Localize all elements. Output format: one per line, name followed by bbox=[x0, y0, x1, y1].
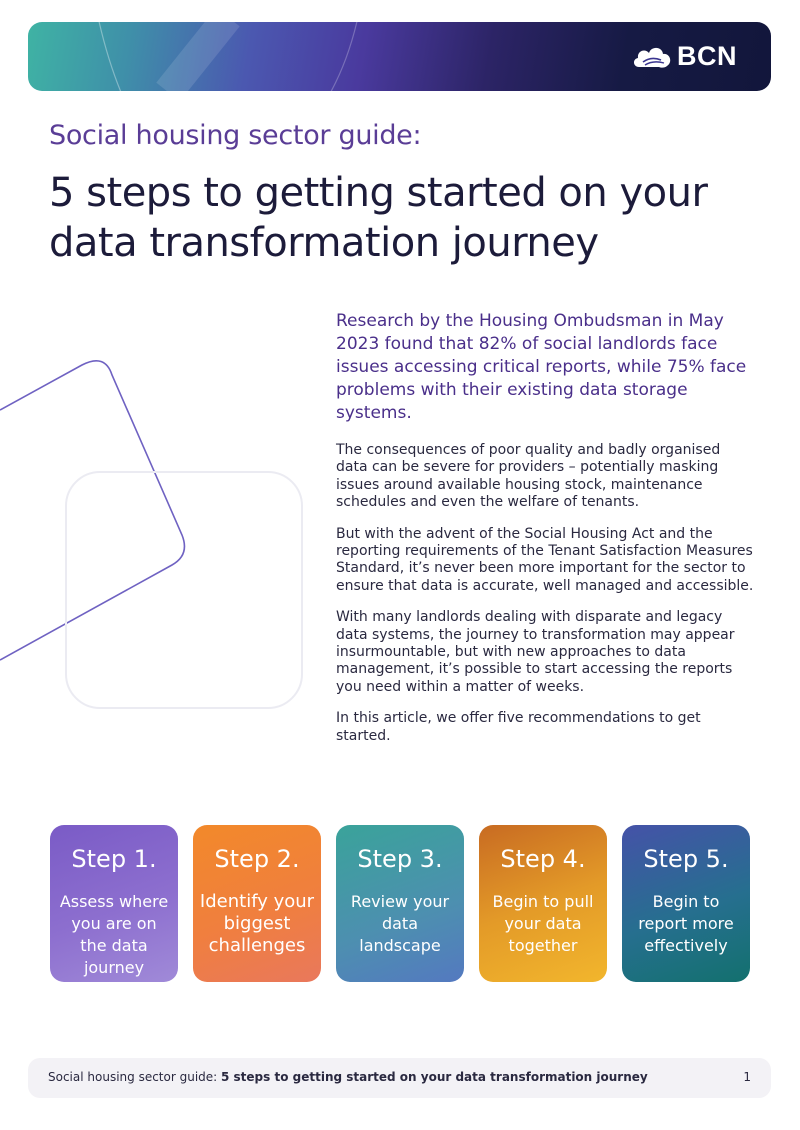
footer-document-title: 5 steps to getting started on your data transformation journey bbox=[221, 1070, 648, 1084]
step-card-3 bbox=[336, 825, 464, 982]
body-paragraph: With many landlords dealing with disparate and legacy data systems, the journey to transformation may appear insurmountable, but with new approaches to data management, it’s possible to start accessing the reports you need within a matter of weeks. bbox=[336, 609, 735, 695]
body-paragraph: But with the advent of the Social Housing Act and the reporting requirements of the Tenant Satisfaction Measures Standard, it’s never been more important for the sector to ensure that data is accurate, well managed and accessible. bbox=[336, 525, 754, 594]
step-description: Assess where you are on the data journey bbox=[59, 892, 169, 977]
step-title: Step 1. bbox=[71, 845, 157, 873]
step-title: Step 4. bbox=[500, 845, 586, 873]
page-footer bbox=[28, 1058, 771, 1098]
step-description: Begin to pull your data together bbox=[492, 892, 594, 955]
step-title: Step 3. bbox=[357, 845, 443, 873]
footer-prefix: Social housing sector guide: bbox=[48, 1070, 222, 1084]
bcn-logo bbox=[631, 41, 737, 72]
purple-outline-shape bbox=[0, 361, 184, 660]
logo-text: BCN bbox=[677, 41, 737, 71]
header-banner bbox=[28, 22, 771, 91]
page-title: 5 steps to getting started on your data transformation journey bbox=[49, 170, 708, 266]
step-card-2 bbox=[193, 825, 321, 982]
page-number: 1 bbox=[743, 1070, 751, 1084]
step-description: Identify your biggest challenges bbox=[199, 891, 315, 956]
step-card-1 bbox=[50, 825, 178, 982]
step-title: Step 2. bbox=[214, 845, 300, 873]
cloud-icon bbox=[631, 43, 673, 71]
decorative-shapes bbox=[0, 355, 320, 725]
body-paragraph: In this article, we offer five recommendations to get started. bbox=[336, 710, 701, 744]
body-paragraph: The consequences of poor quality and badly organised data can be severe for providers – potentially masking issues around available housing stock, maintenance schedules and even the welfare of tenants. bbox=[336, 442, 721, 511]
step-card-4 bbox=[479, 825, 607, 982]
body-text bbox=[336, 442, 756, 759]
step-description: Review your data landscape bbox=[350, 892, 450, 955]
step-card-5 bbox=[622, 825, 750, 982]
step-title: Step 5. bbox=[643, 845, 729, 873]
grey-outline-shape bbox=[66, 472, 302, 708]
page-subtitle: Social housing sector guide: bbox=[49, 120, 422, 151]
step-description: Begin to report more effectively bbox=[638, 892, 734, 955]
footer-title bbox=[48, 1070, 648, 1084]
lead-paragraph: Research by the Housing Ombudsman in May 2023 found that 82% of social landlords face issues accessing critical reports, while 75% face problems with their existing data storage systems. bbox=[336, 311, 747, 423]
steps-row bbox=[50, 825, 750, 982]
